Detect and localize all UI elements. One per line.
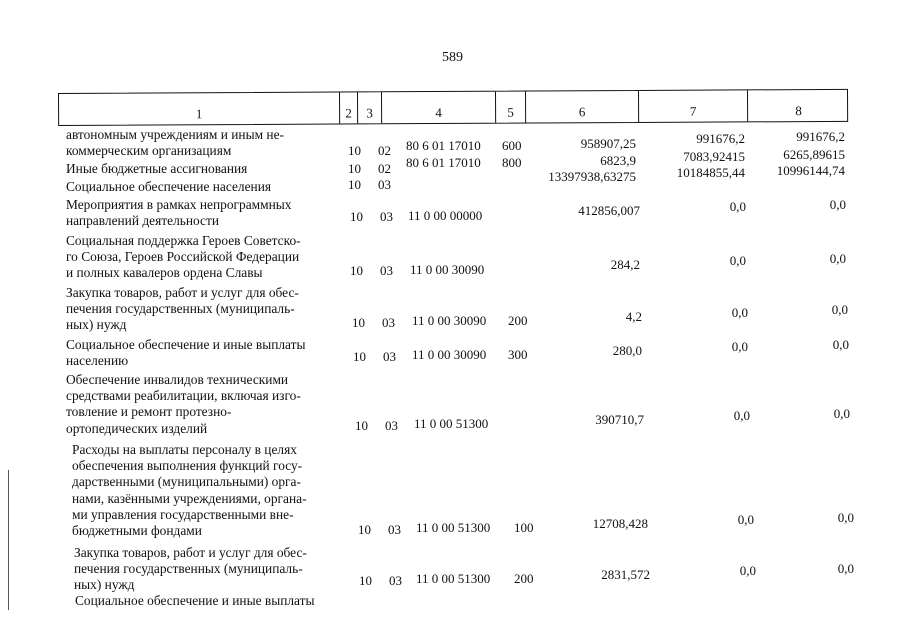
row-code-type: 300 [508, 347, 528, 362]
row-description: Закупка товаров, работ и услуг для обес- печения государственных (муниципаль- ных) нужд [66, 285, 299, 333]
row-value-col7: 0,0 [731, 339, 748, 354]
row-value-col6: 13397938,63275 [548, 169, 636, 184]
row-value-col7: 7083,92415 [683, 149, 745, 164]
row-value-col6: 284,2 [610, 257, 640, 272]
row-description: Социальная поддержка Героев Советско- го Союза, Героев Российской Федерации и полных кавалеров ордена Славы [66, 233, 301, 281]
row-code-subsection: 02 [378, 161, 391, 176]
row-description: Социальное обеспечение и иные выплаты [75, 593, 315, 608]
page-number: 589 [442, 50, 463, 65]
row-description: Расходы на выплаты персоналу в целях обеспечения выполнения функций госу- дарственными (муниципальными) орга- нами, казёнными учреждениями, органа- ми управления государственными вне- бюджетными фондами [72, 442, 307, 539]
row-value-col6: 2831,572 [601, 567, 650, 582]
row-code-section: 10 [350, 263, 363, 278]
row-description: автономным учреждениям и иным не- коммерческим организациям [66, 127, 284, 159]
row-code-type: 100 [514, 520, 534, 535]
row-code-section: 10 [350, 209, 363, 224]
row-code-section: 10 [348, 177, 361, 192]
header-col-2: 2 [340, 92, 358, 123]
row-value-col6: 6823,9 [600, 153, 636, 168]
row-value-col8: 0,0 [837, 510, 854, 525]
row-code-section: 10 [353, 349, 366, 364]
row-code-type: 600 [502, 138, 522, 153]
row-description: Социальное обеспечение населения [66, 179, 272, 194]
row-value-col8: 0,0 [832, 337, 849, 352]
row-code-type: 200 [508, 313, 528, 328]
row-description: Иные бюджетные ассигнования [66, 161, 248, 176]
row-value-col6: 412856,007 [578, 203, 640, 218]
row-value-col8: 0,0 [829, 251, 846, 266]
row-code-type: 200 [514, 571, 534, 586]
row-value-col7: 0,0 [733, 408, 750, 423]
row-code-target: 11 0 00 00000 [408, 208, 483, 223]
header-col-4: 4 [382, 92, 496, 124]
header-col-6: 6 [526, 91, 639, 123]
row-code-section: 10 [355, 418, 368, 433]
row-code-subsection: 03 [389, 573, 402, 588]
row-code-target: 80 6 01 17010 [406, 155, 481, 170]
scan-margin-line [8, 470, 9, 610]
row-code-subsection: 03 [378, 177, 391, 192]
header-col-5: 5 [496, 92, 526, 123]
row-code-section: 10 [352, 315, 365, 330]
row-code-target: 11 0 00 51300 [416, 520, 491, 535]
row-code-subsection: 03 [380, 209, 393, 224]
row-value-col6: 280,0 [612, 343, 642, 358]
row-value-col6: 12708,428 [592, 516, 648, 531]
row-code-section: 10 [348, 161, 361, 176]
row-code-target: 11 0 00 30090 [412, 347, 487, 362]
row-value-col8: 0,0 [829, 197, 846, 212]
row-code-subsection: 02 [378, 143, 391, 158]
row-value-col7: 10184855,44 [676, 165, 745, 180]
row-value-col8: 0,0 [831, 302, 848, 317]
row-value-col7: 991676,2 [696, 131, 745, 146]
row-description: Закупка товаров, работ и услуг для обес- печения государственных (муниципаль- ных) нужд [74, 545, 307, 593]
row-value-col6: 390710,7 [595, 412, 644, 427]
row-description: Обеспечение инвалидов техническими средствами реабилитации, включая изго- товление и ремонт протезно- ортопедических изделий [66, 372, 301, 436]
row-value-col8: 991676,2 [796, 129, 845, 144]
row-code-subsection: 03 [383, 349, 396, 364]
row-description: Социальное обеспечение и иные выплаты населению [66, 337, 306, 369]
row-code-subsection: 03 [388, 522, 401, 537]
header-col-3: 3 [358, 92, 382, 123]
row-code-subsection: 03 [382, 315, 395, 330]
row-code-section: 10 [348, 143, 361, 158]
row-code-section: 10 [358, 522, 371, 537]
header-col-1: 1 [59, 93, 340, 125]
row-code-subsection: 03 [385, 418, 398, 433]
row-code-type: 800 [502, 155, 522, 170]
row-code-target: 11 0 00 51300 [416, 571, 491, 586]
row-value-col7: 0,0 [731, 305, 748, 320]
row-value-col7: 0,0 [729, 253, 746, 268]
row-value-col7: 0,0 [739, 563, 756, 578]
row-value-col7: 0,0 [729, 199, 746, 214]
row-code-target: 80 6 01 17010 [406, 138, 481, 153]
row-value-col8: 0,0 [833, 406, 850, 421]
header-col-7: 7 [639, 90, 748, 122]
row-value-col8: 6265,89615 [783, 147, 845, 162]
row-value-col8: 0,0 [837, 561, 854, 576]
row-code-subsection: 03 [380, 263, 393, 278]
row-value-col7: 0,0 [737, 512, 754, 527]
header-col-8: 8 [795, 103, 802, 119]
row-code-target: 11 0 00 30090 [412, 313, 487, 328]
row-value-col8: 10996144,74 [776, 163, 845, 178]
row-description: Мероприятия в рамках непрограммных направлений деятельности [66, 197, 292, 229]
row-code-target: 11 0 00 51300 [414, 416, 489, 431]
row-code-section: 10 [359, 573, 372, 588]
row-code-target: 11 0 00 30090 [410, 262, 485, 277]
row-value-col6: 4,2 [625, 309, 642, 324]
row-value-col6: 958907,25 [580, 136, 636, 151]
